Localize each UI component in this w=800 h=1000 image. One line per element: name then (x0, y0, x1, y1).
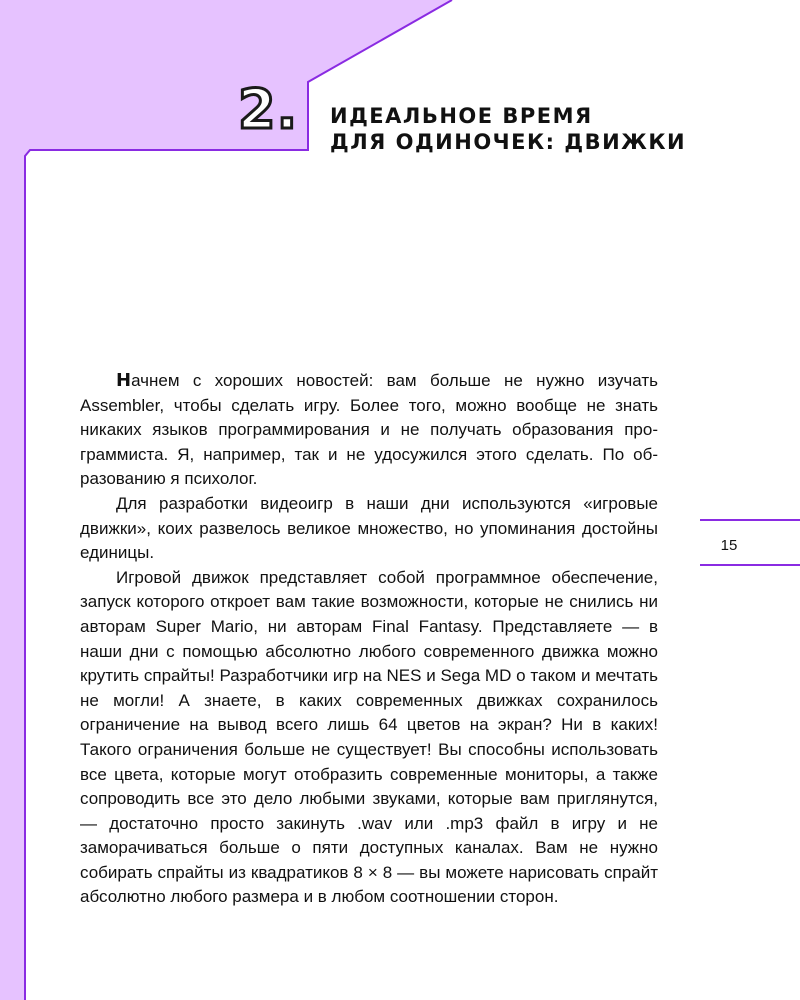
paragraph-1-text: ачнем с хороших новостей: вам больше не нужно изучать Assembler, чтобы сделать игру. Более того, можно вообще не знать никаких языков программирования и не получать образования программиста. Я, например, так и не удосужился этого сделать. По образованию я психолог. (80, 371, 658, 489)
drop-cap-letter: Н (116, 370, 132, 391)
chapter-title (330, 103, 686, 155)
chapter-title-line-2: ДЛЯ ОДИНОЧЕК: ДВИЖКИ (330, 130, 687, 154)
chapter-number: 2. (238, 78, 299, 141)
paragraph-2: Для разработки видеоигр в наши дни используются «игровые движки», коих развелось великое множество, но упоминания достойны единицы. (80, 493, 658, 563)
body-text (80, 369, 658, 910)
page-number: 15 (720, 537, 738, 554)
paragraph-1 (80, 369, 658, 492)
paragraph-3: Игровой движок представляет собой программное обеспечение, запуск которого откроет вам такие возможности, которые не снились ни авторам Super Mario, ни авторам Final Fantasy. Представляете — в наши дни с помощью абсолютно любого современного движка можно крутить спрайты! Разработчики игр на NES и Sega MD о таком и мечтать не могли! А знаете, в каких современных движках сохранилось ограничение на вывод всего лишь 64 цветов на экран? Ни в каких! Такого ограничения больше не существует! Вы способны использовать все цвета, которые могут отобразить современные мониторы, а также сопроводить все это дело любыми звуками, которые вам приглянутся, — достаточно просто закинуть .wav или .mp3 файл в игру и не заморачиваться больше о пяти доступных каналах. Вам не нужно собирать спрайты из квадратиков 8 × 8 — вы можете нарисовать спрайт абсолютно любого размера и в любом соотношении сторон. (80, 567, 658, 907)
chapter-title-line-1: ИДЕАЛЬНОЕ ВРЕМЯ (330, 104, 593, 128)
